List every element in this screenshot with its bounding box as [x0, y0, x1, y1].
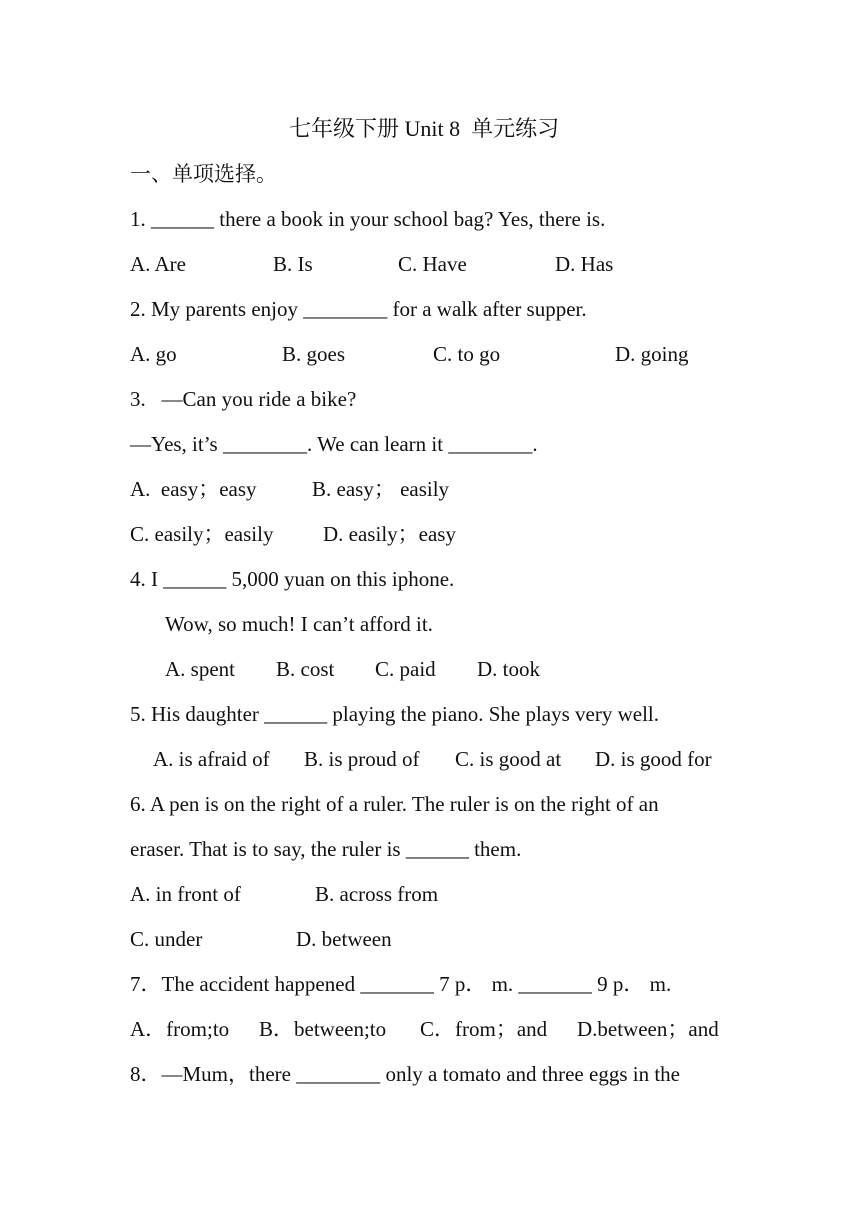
page-title: 七年级下册 Unit 8 单元练习 — [289, 116, 560, 141]
question-4-option-c: C. paid — [375, 657, 436, 681]
question-7-option-c: C．from；and — [420, 1017, 548, 1041]
question-8-stem: 8．—Mum，there ________ only a tomato and three eggs in the — [130, 1062, 680, 1086]
question-6-stem-line-2: eraser. That is to say, the ruler is ______ them. — [130, 837, 522, 861]
question-1-stem: 1. ______ there a book in your school bag? Yes, there is. — [130, 207, 606, 231]
question-5-option-c: C. is good at — [455, 747, 562, 771]
question-5-option-b: B. is proud of — [304, 747, 420, 771]
question-1-option-b: B. Is — [273, 252, 313, 276]
question-1-option-a: A. Are — [130, 252, 186, 276]
question-2-stem: 2. My parents enjoy ________ for a walk after supper. — [130, 297, 587, 321]
question-1-option-c: C. Have — [398, 252, 467, 276]
question-7-option-b: B．between;to — [259, 1017, 387, 1041]
question-4-option-d: D. took — [477, 657, 540, 681]
question-4-option-a: A. spent — [165, 657, 235, 681]
question-7-option-a: A．from;to — [130, 1017, 230, 1041]
question-3-option-c: C. easily；easily — [130, 522, 274, 546]
question-6-option-b: B. across from — [315, 882, 439, 906]
question-6-option-a: A. in front of — [130, 882, 241, 906]
question-2-option-d: D. going — [615, 342, 689, 366]
question-3-stem-line-2: —Yes, it’s ________. We can learn it ________. — [130, 432, 538, 456]
question-3-option-b: B. easy； easily — [312, 477, 450, 501]
question-3-option-a: A. easy；easy — [130, 477, 257, 501]
question-2-option-c: C. to go — [433, 342, 501, 366]
question-4-stem-line-2: Wow, so much! I can’t afford it. — [165, 612, 433, 636]
question-3-stem: 3. —Can you ride a bike? — [130, 387, 357, 411]
question-6-option-c: C. under — [130, 927, 203, 951]
question-6-stem: 6. A pen is on the right of a ruler. The ruler is on the right of an — [130, 792, 659, 816]
question-5-stem: 5. His daughter ______ playing the piano. She plays very well. — [130, 702, 659, 726]
question-5-option-d: D. is good for — [595, 747, 712, 771]
question-5-option-a: A. is afraid of — [153, 747, 270, 771]
section-heading: 一、单项选择。 — [130, 162, 277, 186]
question-4-stem: 4. I ______ 5,000 yuan on this iphone. — [130, 567, 455, 591]
question-7-option-d: D.between；and — [577, 1017, 719, 1041]
question-7-stem: 7．The accident happened _______ 7 p． m. _______ 9 p． m. — [130, 972, 672, 996]
question-3-option-d: D. easily；easy — [323, 522, 456, 546]
question-2-option-b: B. goes — [282, 342, 345, 366]
question-2-option-a: A. go — [130, 342, 177, 366]
question-4-option-b: B. cost — [276, 657, 335, 681]
question-1-option-d: D. Has — [555, 252, 614, 276]
question-6-option-d: D. between — [296, 927, 392, 951]
